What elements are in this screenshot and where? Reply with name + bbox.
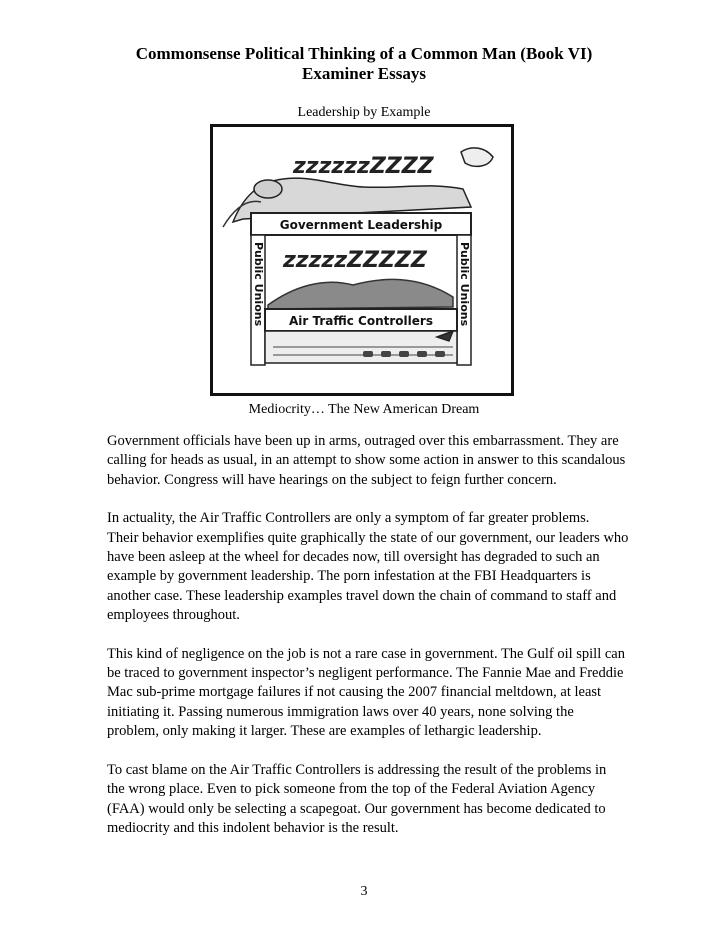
book-title: Commonsense Political Thinking of a Common Man (Book VI) bbox=[135, 44, 593, 63]
cartoon-illustration bbox=[210, 124, 514, 396]
text-line: employees throughout. bbox=[107, 607, 240, 624]
sleeping-head bbox=[254, 180, 282, 198]
figure-caption: Mediocrity… The New American Dream bbox=[248, 402, 480, 417]
text-line: calling for heads as usual, in an attempt to show some action in answer to this scandalous bbox=[107, 452, 626, 469]
text-line: Government officials have been up in arms, outraged over this embarrassment. They are bbox=[107, 433, 619, 449]
essay-body bbox=[107, 432, 627, 857]
paragraph-1 bbox=[107, 432, 627, 490]
text-line: initiating it. Passing numerous immigration laws over 40 years, none solving the bbox=[107, 703, 574, 720]
text-line: This kind of negligence on the job is not a rare case in government. The Gulf oil spill can bbox=[107, 645, 625, 662]
text-line: behavior. Congress will have hearings on the subject to feign further concern. bbox=[107, 471, 557, 488]
banner-bottom-text: Air Traffic Controllers bbox=[289, 314, 433, 328]
text-line: Their behavior exemplifies quite graphically the state of our government, our leaders who bbox=[107, 529, 629, 546]
section-title: Examiner Essays bbox=[302, 64, 426, 83]
text-line: problem, only making it larger. These are examples of lethargic leadership. bbox=[107, 723, 542, 740]
text-line: mediocrity and this indolent behavior is the result. bbox=[107, 819, 399, 836]
paragraph-2 bbox=[107, 509, 627, 625]
zzz-middle: zzzzzZZZZZ bbox=[283, 248, 427, 273]
text-line: be traced to government inspector’s negligent performance. The Fannie Mae and Freddie bbox=[107, 665, 624, 682]
text-line: Mac sub-prime mortgage failures if not causing the 2007 financial meltdown, at least bbox=[107, 684, 602, 701]
text-line: another case. These leadership examples travel down the chain of command to staff and bbox=[107, 587, 617, 604]
sleeping-figure-middle bbox=[268, 279, 453, 309]
text-line: (FAA) would only be selecting a scapegoat. Our government has become dedicated to bbox=[107, 800, 606, 817]
zzz-top: zzzzzzZZZZ bbox=[293, 154, 434, 179]
text-line: To cast blame on the Air Traffic Controllers is addressing the result of the problems in bbox=[107, 761, 607, 778]
paragraph-4 bbox=[107, 761, 627, 839]
essay-title: Leadership by Example bbox=[297, 105, 431, 120]
creature-icon bbox=[461, 148, 493, 167]
left-post-text: Public Unions bbox=[252, 242, 265, 327]
banner-top-text: Government Leadership bbox=[279, 218, 443, 232]
text-line: have been asleep at the wheel for decades now, till oversight has degraded to such an bbox=[107, 549, 600, 566]
paragraph-3 bbox=[107, 645, 627, 742]
page-number: 3 bbox=[360, 884, 368, 899]
text-line: example by government leadership. The porn infestation at the FBI Headquarters is bbox=[107, 568, 591, 585]
right-post-text: Public Unions bbox=[458, 242, 471, 327]
text-line: In actuality, the Air Traffic Controllers are only a symptom of far greater problems. bbox=[107, 510, 590, 527]
text-line: the wrong place. Even to pick someone from the top of the Federal Aviation Agency bbox=[107, 781, 596, 798]
